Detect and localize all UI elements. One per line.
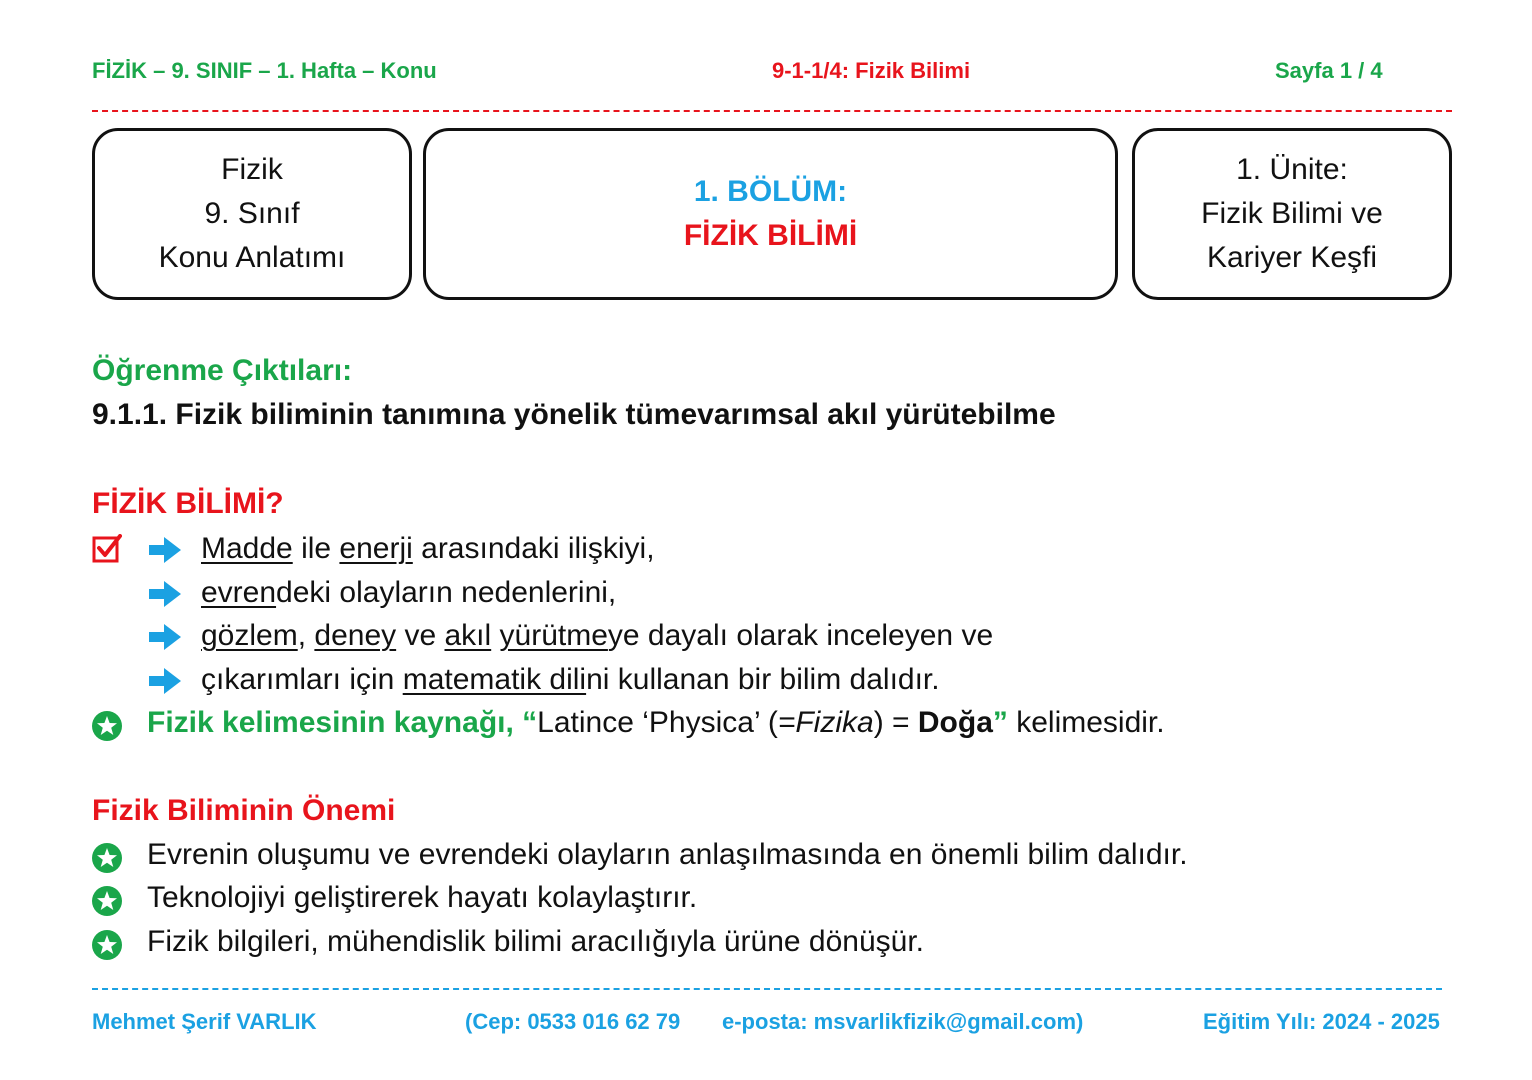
unit-info-line: Kariyer Keşfi [1206,241,1378,274]
definition-line-2 [201,576,616,610]
unit-info-line: Fizik Bilimi ve [1201,197,1383,230]
chapter-number: 1. BÖLÜM: [693,175,848,208]
term-gozlem: gözlem [201,619,298,652]
importance-item: Evrenin oluşumu ve evrendeki olayların anlaşılmasında en önemli bilim dalıdır. [147,838,1188,871]
text-segment: arasındaki ilişkiyi, [412,532,655,565]
text-segment: = [777,706,796,739]
definition-line-4 [201,663,940,697]
definition-heading: FİZİK BİLİMİ? [92,487,284,520]
text-segment: ni kullanan bir bilim dalıdır. [586,663,940,696]
footer-divider [92,988,1442,990]
importance-item: Teknolojiyi geliştirerek hayatı kolaylaştırır. [147,881,698,914]
text-segment [491,619,499,652]
footer-author: Mehmet Şerif VARLIK [92,1009,317,1034]
course-info-line: 9. Sınıf [204,197,300,230]
course-info-line: Fizik [221,153,283,186]
term-enerji: enerji [339,532,413,565]
text-segment: , [297,619,315,652]
quote-end: ” [992,706,1008,739]
text-segment: ) = [873,706,918,739]
word-origin-lead: Fizik kelimesinin kaynağı, “ [147,706,538,739]
star-circle-icon [91,842,123,874]
text-segment: kelimesidir. [1007,706,1165,739]
term-matematik-dili: matematik dili [402,663,587,696]
header-topic-code: 9-1-1/4: Fizik Bilimi [772,58,971,83]
footer-email: e-posta: msvarlikfizik@gmail.com) [722,1009,1084,1034]
text-segment: ile [292,532,340,565]
text-segment: Latince ‘Physica’ ( [537,706,778,739]
arrow-right-icon [147,667,183,695]
star-circle-icon [91,929,123,961]
fizika-term: Fizika [795,706,874,739]
term-evren: evren [201,576,277,609]
text-segment: çıkarımları için [201,663,403,696]
course-info-line: Konu Anlatımı [158,241,346,274]
chapter-title-box [423,128,1118,300]
term-akil: akıl [444,619,492,652]
unit-info-box [1132,128,1452,300]
definition-line-3 [201,619,993,653]
footer-school-year: Eğitim Yılı: 2024 - 2025 [1203,1009,1440,1034]
term-deney: deney [314,619,397,652]
arrow-right-icon [147,536,183,564]
header-page-number: Sayfa 1 / 4 [1275,58,1383,83]
unit-info-line: 1. Ünite: [1236,153,1348,186]
arrow-right-icon [147,580,183,608]
footer-phone: (Cep: 0533 016 62 79 [465,1009,681,1034]
course-info-box [92,128,412,300]
text-segment: ye dayalı olarak inceleyen ve [607,619,994,652]
checkbox-checked-icon [92,534,122,564]
doga-term: Doğa [917,706,993,739]
definition-line-1 [201,532,655,566]
text-segment: ve [396,619,445,652]
arrow-right-icon [147,623,183,651]
word-origin [147,706,1165,740]
text-segment: deki olayların nedenlerini, [276,576,617,609]
header-course-title: FİZİK – 9. SINIF – 1. Hafta – Konu [92,58,437,83]
outcome-item: 9.1.1. Fizik biliminin tanımına yönelik tümevarımsal akıl yürütebilme [92,398,1056,431]
term-yurutme: yürütme [499,619,608,652]
chapter-title: FİZİK BİLİMİ [683,219,858,252]
header-divider [92,110,1452,112]
outcomes-heading: Öğrenme Çıktıları: [92,354,353,387]
star-circle-icon [91,885,123,917]
importance-item: Fizik bilgileri, mühendislik bilimi aracılığıyla ürüne dönüşür. [147,925,924,958]
term-madde: Madde [201,532,293,565]
importance-heading: Fizik Biliminin Önemi [92,794,396,827]
star-circle-icon [91,710,123,742]
